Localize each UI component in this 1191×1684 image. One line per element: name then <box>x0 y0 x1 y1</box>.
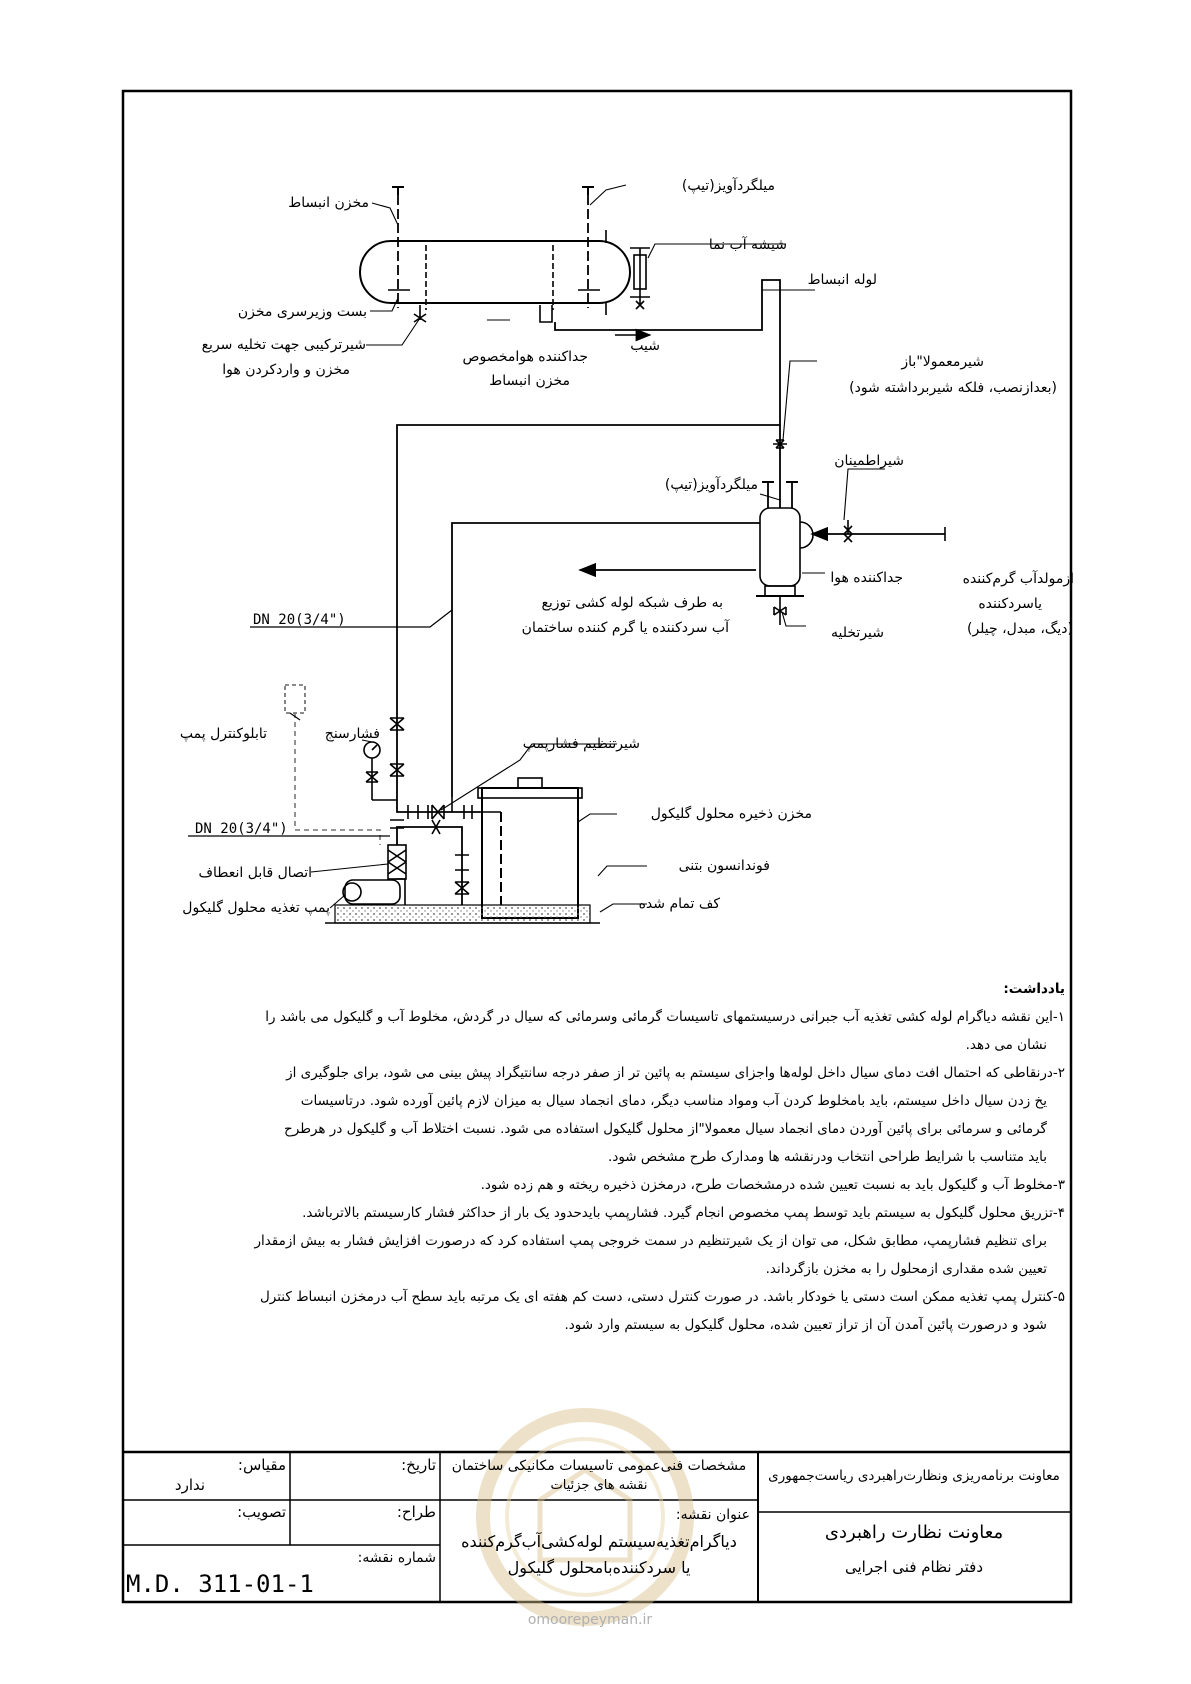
note-2-line-4: باید متناسب با شرایط طراحی انتخاب ودرنقشه ها ومدارک طرح مشخص شود. <box>608 1149 1047 1165</box>
label-safety-valve: شیراطمینان <box>834 453 904 469</box>
label-nc-valve-1: شیرمعمولا"باز <box>901 354 984 370</box>
label-tank-support: بست وزیرسری مخزن <box>237 304 367 320</box>
label-combo-valve-2: مخزن و واردکردن هوا <box>222 362 350 378</box>
tb-dept: معاونت نظارت راهبردی <box>824 1522 1004 1543</box>
label-air-vent-top: میلگردآویز(تیپ) <box>681 178 775 194</box>
note-4-line-1: ۴-تزریق محلول گلیکول به سیستم باید توسط پمپ مخصوص انجام گیرد. فشارپمپ بایدحدود یک بار از حداکثر فشار کارسیستم بالاترباشد. <box>302 1205 1065 1221</box>
note-2-line-2: یخ زدن سیال داخل سیستم، باید بامخلوط کردن آب ومواد مناسب دیگر، دمای انجماد سیال به میزان لازم پائین آورده شود. درتاسیسات <box>300 1093 1047 1109</box>
label-sight-glass: شیشه آب نما <box>708 237 787 253</box>
tb-drawing-title-label: عنوان نقشه: <box>675 1507 750 1523</box>
label-pipe-dn-lower: DN 20(3/4") <box>195 821 288 837</box>
label-finished-floor: کف تمام شده <box>638 896 720 912</box>
label-glycol-tank: مخزن ذخیره محلول گلیکول <box>650 806 812 822</box>
label-drain-valve: شیرتخلیه <box>831 625 884 641</box>
notes-section <box>125 975 1065 1339</box>
piping-diagram <box>188 185 945 923</box>
tb-office: دفتر نظام فنی اجرایی <box>844 1558 984 1576</box>
label-to-network-2: آب سردکننده یا گرم کننده ساختمان <box>521 620 729 636</box>
label-expansion-pipe: لوله انبساط <box>807 272 877 288</box>
label-slope: شیب <box>630 338 660 354</box>
tb-drawing-title-2: یا سردکننده‌بامحلول گلیکول <box>507 1558 691 1577</box>
label-from-heater-2: یاسردکننده <box>978 596 1042 612</box>
label-feed-pump: پمپ تغذیه محلول گلیکول <box>182 900 330 916</box>
label-tank-air-sep-2: مخزن انبساط <box>489 373 570 389</box>
tb-scale-label: مقیاس: <box>237 1456 286 1474</box>
diagram-labels <box>180 177 1074 916</box>
label-concrete-foundation: فوندانسون بتنی <box>678 858 770 874</box>
label-flexible-joint: اتصال قابل انعطاف <box>198 865 312 881</box>
label-air-separator: جداکننده هوا <box>830 570 903 586</box>
tb-drawing-no-label: شماره نقشه: <box>357 1550 436 1566</box>
label-nc-valve-2: (بعدازنصب، فلکه شیربرداشته شود) <box>849 380 1057 396</box>
label-pump-pressure-valve: شیرتنظیم فشارپمپ <box>522 736 640 752</box>
tb-org-line: معاونت برنامه‌ریزی ونظارت‌راهبردی ریاست‌جمهوری <box>768 1468 1060 1484</box>
note-4-line-3: تعیین شده مقداری ازمحلول را به مخزن بازگرداند. <box>765 1261 1047 1277</box>
pump-discharge <box>397 776 480 812</box>
pressure-gauge <box>364 742 397 800</box>
label-combo-valve-1: شیرترکیبی جهت تخلیه سریع <box>201 337 366 353</box>
label-to-network-1: به طرف شبکه لوله کشی توزیع <box>541 595 723 611</box>
tb-designer-label: طراح: <box>396 1503 436 1521</box>
tb-drawing-title-1: دیاگرام‌تغذیه‌سیستم لوله‌کشی‌آب‌گرم‌کننده <box>461 1532 737 1551</box>
tb-spec-subtitle: نقشه های جزئیات <box>550 1478 648 1493</box>
expansion-tank <box>360 187 650 322</box>
label-tank-air-sep-1: جداکننده هوامخصوص <box>462 349 588 365</box>
pump-control-panel <box>285 685 305 713</box>
tb-date-label: تاریخ: <box>401 1456 436 1474</box>
label-pipe-dn-upper: DN 20(3/4") <box>253 612 346 628</box>
notes-title: یادداشت: <box>1003 981 1065 997</box>
watermark-site: omoorepeyman.ir <box>527 1612 653 1628</box>
note-3-line-1: ۳-مخلوط آب و گلیکول باید به نسبت تعیین شده درمشخصات طرح، درمخزن ذخیره ریخته و هم زده شود. <box>480 1177 1065 1193</box>
tb-scale-value: ندارد <box>174 1476 206 1494</box>
label-from-heater-1: ازمولدآب گرم‌کننده <box>962 571 1074 587</box>
air-separator <box>756 440 813 625</box>
label-air-vent-mid: میلگردآویز(تیپ) <box>664 477 758 493</box>
note-1-line-2: نشان می دهد. <box>965 1037 1047 1053</box>
note-5-line-2: شود و درصورت پائین آمدن آن از تراز تعیین شده، محلول گلیکول به سیستم وارد شود. <box>564 1317 1047 1333</box>
note-2-line-3: گرمائی و سرمائی برای پائین آوردن دمای انجماد سیال معمولا"از محلول گلیکول استفاده می شود. نسبت اختلاط آب و گلیکول در هرطرح <box>284 1121 1047 1137</box>
label-from-heater-3: (دیگ، مبدل، چیلر) <box>966 621 1073 637</box>
glycol-tank <box>478 778 582 918</box>
note-4-line-2: برای تنظیم فشارپمپ، مطابق شکل، می توان از یک شیرتنظیم در سمت خروجی پمپ استفاده کرد که درصورت افزایش فشار به بیش ازمقدار <box>254 1233 1047 1249</box>
note-2-line-1: ۲-درنقاطی که احتمال افت دمای سیال داخل لوله‌ها واجزای سیستم به پائین تر از صفر درجه سانتیگراد پیش بینی می شود، برای جلوگیری از <box>286 1065 1065 1081</box>
concrete-foundation <box>335 905 590 923</box>
note-1-line-1: ۱-این نقشه دیاگرام لوله کشی تغذیه آب جبرانی درسیستمهای تاسیسات گرمائی وسرمائی که سیال در گردش، مخلوط آب و گلیکول می باشد را <box>265 1009 1065 1025</box>
tb-spec-title: مشخصات فنی‌عمومی تاسیسات مکانیکی ساختمان <box>451 1458 747 1474</box>
label-expansion-tank: مخزن انبساط <box>288 195 369 211</box>
label-pump-control-panel: تابلوکنترل پمپ <box>179 726 267 742</box>
feed-line-inner <box>452 523 760 797</box>
expansion-pipe <box>555 280 780 508</box>
note-5-line-1: ۵-کنترل پمپ تغذیه ممکن است دستی یا خودکار باشد. در صورت کنترل دستی، دست کم هفته ای یک مرتبه باید سطح آب درمخزن انبساط کنترل <box>259 1289 1065 1305</box>
tb-drawing-no: M.D. 311-01-1 <box>126 1570 314 1598</box>
tb-approval-label: تصویب: <box>237 1503 286 1521</box>
label-pressure-gauge: فشارسنج <box>324 726 380 742</box>
